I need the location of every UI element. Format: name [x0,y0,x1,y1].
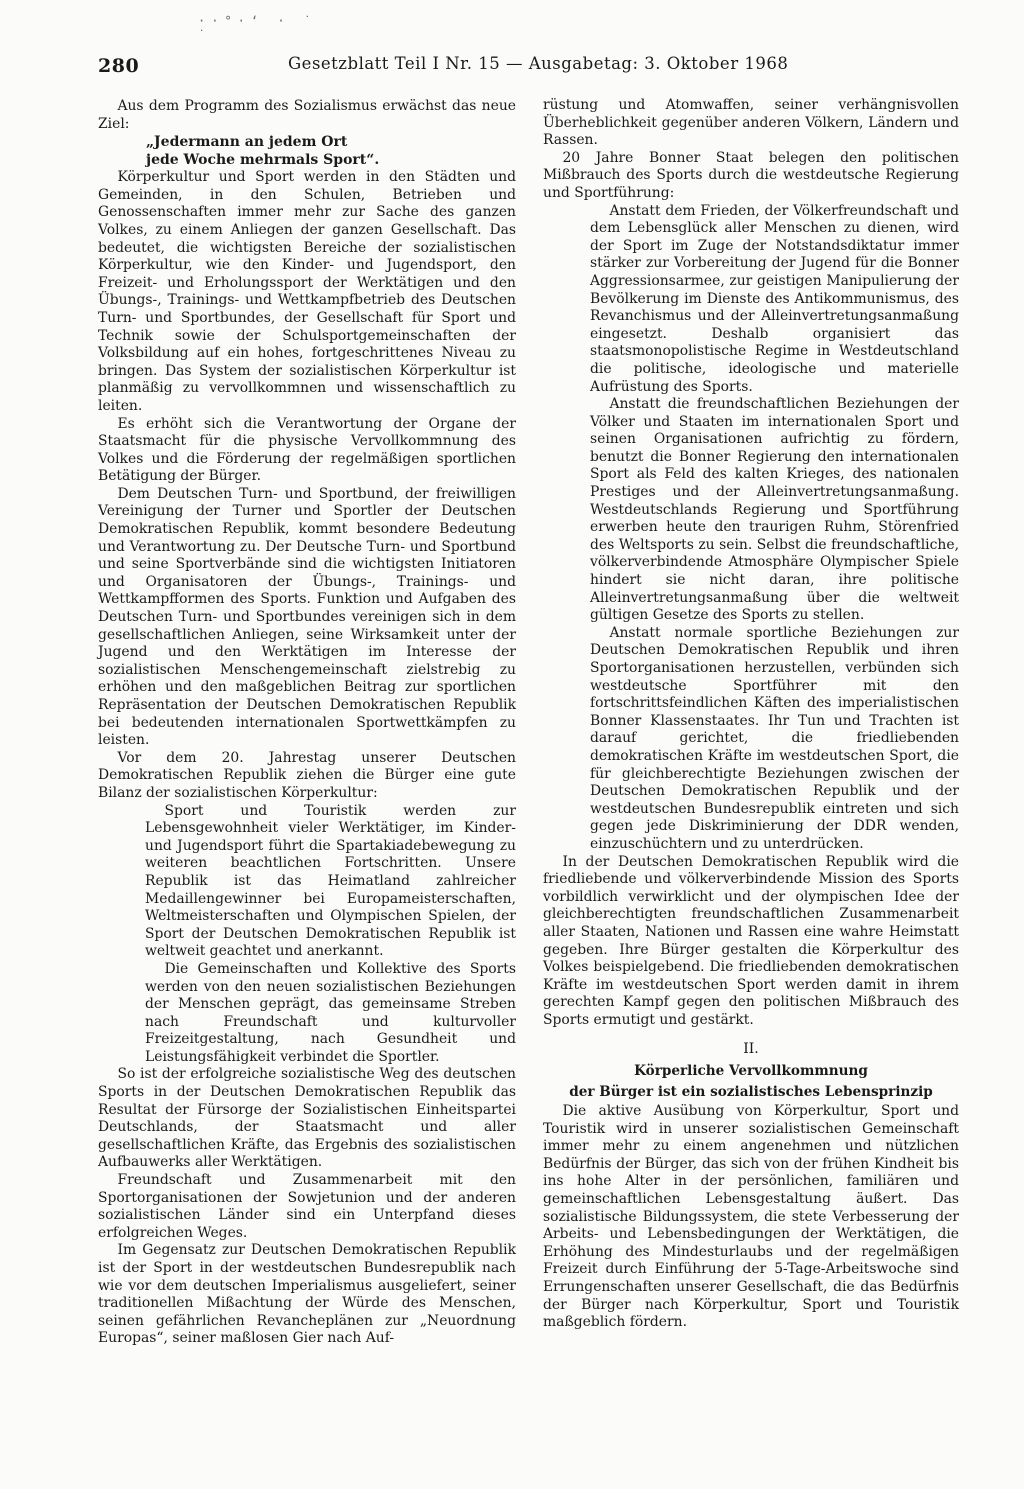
motto-line: jede Woche mehrmals Sport“. [146,152,380,169]
paragraph: Vor dem 20. Jahrestag unserer Deutschen Demokratischen Republik ziehen die Bürger eine gute Bilanz der sozialistischen Körperkultur: [98,749,516,801]
paragraph: Im Gegensatz zur Deutschen Demokratischen Republik ist der Sport in der westdeutschen Bundesrepublik nach wie vor dem deutschen Imperialismus ausgeliefert, seiner traditionellen Mißachtung der Würde des Menschen, seinen gefährlichen Revancheplänen zur „Neuordnung Europas“, seiner maßlosen Gier nach Auf- [98,1242,516,1347]
paragraph: Es erhöht sich die Verantwortung der Organe der Staatsmacht für die physische Vervollkommnung des Volkes und die Förderung der regelmäßigen sportlichen Betätigung der Bürger. [98,415,516,485]
paragraph: So ist der erfolgreiche sozialistische Weg des deutschen Sports in der Deutschen Demokratischen Republik das Resultat der Fürsorge der Sozialistischen Einheitspartei Deutschlands, der Staatsmacht und aller gesellschaftlichen Kräfte, das Ergebnis des sozialistischen Aufbauwerks aller Werktätigen. [98,1066,516,1171]
quote-paragraph: Anstatt dem Frieden, der Völkerfreundschaft und dem Lebensglück aller Menschen zu dienen, wird der Sport im Zuge der Notstandsdiktatur immer stärker zur Vorbereitung der Jugend für die Bonner Aggressionsarmee, zur geistigen Manipulierung der Bevölkerung im Dienste des Antikommunismus, des Revanchismus und der Alleinvertretungsanmaßung eingesetzt. Deshalb organisiert das staatsmonopolistische Regime in Westdeutschland die politische, ideologische und materielle Aufrüstung des Sports. [590,202,959,395]
section-number: II. [743,1041,759,1058]
paragraph: Körperkultur und Sport werden in den Städten und Gemeinden, in den Schulen, Betrieben und Genossenschaften immer mehr zur Sache des ganzen Volkes, zu einem Anliegen der ganzen Gesellschaft. Das bedeutet, die wichtigsten Bereiche der sozialistischen Körperkultur, wie den Kinder- und Jugendsport, den Freizeit- und Erholungssport der Werktätigen und den Übungs-, Trainings- und Wettkampfbetrieb des Deutschen Turn- und Sportbundes, der Gesellschaft für Sport und Technik sowie der Schulsportgemeinschaften der Volksbildung auf ein hohes, fortgeschrittenes Niveau zu bringen. Das System der sozialistischen Körperkultur ist planmäßig zu vervollkommnen und wissenschaftlich zu leiten. [98,169,516,414]
indented-quote [543,203,959,854]
quote-paragraph: Sport und Touristik werden zur Lebensgewohnheit vieler Werktätiger, im Kinder- und Jugendsport führt die Spartakiadebewegung zu weiteren beachtlichen Fortschritten. Unsere Republik ist das Heimatland zahlreicher Medaillengewinner bei Europameisterschaften, Weltmeisterschaften und Olympischen Spielen, der Sport der Deutschen Demokratischen Republik ist weltweit geachtet und anerkannt. [145,802,516,960]
running-head: Gesetzblatt Teil I Nr. 15 — Ausgabetag: 3. Oktober 1968 [288,54,789,73]
paragraph: Die aktive Ausübung von Körperkultur, Sport und Touristik wird in unserer sozialistischen Gemeinschaft immer mehr zu einem angenehmen und nützlichen Bedürfnis der Bürger, das sich von der frühen Kindheit bis ins hohe Alter in der persönlichen, familiären und gemeinschaftlichen Lebensgestaltung äußert. Das sozialistische Bildungssystem, die stete Verbesserung der Arbeits- und Lebensbedingungen der Werktätigen, die Erhöhung des Mindesturlaubs und der regelmäßigen Freizeit durch Einführung der 5-Tage-Arbeitswoche sind Errungenschaften unserer Gesellschaft, die das Bedürfnis der Bürger nach Körperkultur, Sport und Touristik maßgeblich fördern. [543,1103,959,1331]
quote-paragraph: Die Gemeinschaften und Kollektive des Sports werden von den neuen sozialistischen Beziehungen der Menschen geprägt, das gemeinsame Streben nach Freundschaft und kulturvoller Freizeitgestaltung, nach Gesundheit und Leistungsfähigkeit verbindet die Sportler. [145,960,516,1065]
quote-paragraph: Anstatt normale sportliche Beziehungen zur Deutschen Demokratischen Republik und ihren Sportorganisationen herzustellen, verbünden sich westdeutsche Sportführer mit den fortschrittsfeindlichen Käften des imperialistischen Bonner Klassenstaates. Ihr Tun und Trachten ist darauf gerichtet, die friedliebenden demokratischen Kräfte im westdeutschen Sport, die für gleichberechtigte Beziehungen zwischen der Deutschen Demokratischen Republik und der westdeutschen Bundesrepublik eintreten und sich gegen jede Diskriminierung der DDR wenden, einzuschüchtern und zu unterdrücken. [590,624,959,852]
paragraph: Freundschaft und Zusammenarbeit mit den Sportorganisationen der Sowjetunion und der anderen sozialistischen Länder sind ein Unterpfand dieses erfolgreichen Weges. [98,1172,516,1241]
quote-paragraph: Anstatt die freundschaftlichen Beziehungen der Völker und Staaten im internationalen Sport und seinen Organisationen aufrichtig zu fördern, benutzt die Bonner Regierung den internationalen Sport als Feld des kalten Krieges, des nationalen Prestiges und der Alleinvertretungsanmaßung. Westdeutschlands Regierung und Sportführung erwerben heute den traurigen Ruhm, Störenfried des Weltsports zu sein. Selbst die freundschaftliche, völkerverbindende Atmosphäre Olympischer Spiele hindert sie nicht daran, ihre politische Alleinvertretungsanmaßung über die weltweit gültigen Gesetze des Sports zu stellen. [590,396,959,624]
paragraph: rüstung und Atomwaffen, seiner verhängnisvollen Überheblichkeit gegenüber anderen Völkern, Ländern und Rassen. [543,97,959,149]
motto-line: „Jedermann an jedem Ort [146,134,348,151]
right-column [543,97,959,1332]
section-heading: Körperliche Vervollkommnung [634,1063,868,1080]
paragraph: Aus dem Programm des Sozialismus erwächst das neue Ziel: [98,98,516,132]
paragraph: Dem Deutschen Turn- und Sportbund, der freiwilligen Vereinigung der Turner und Sportler der Deutschen Demokratischen Republik, kommt besondere Bedeutung und Verantwortung zu. Der Deutsche Turn- und Sportbund und seine Sportverbände sind die wichtigsten Initiatoren und Organisatoren der Übungs-, Trainings- und Wettkampfformen des Sports. Funktion und Aufgaben des Deutschen Turn- und Sportbundes vereinigen sich in dem gesellschaftlichen Anliegen, seine Wirksamkeit unter der Jugend und den Werktätigen im Interesse der sozialistischen Menschengemeinschaft zielstrebig zu erhöhen und den maßgeblichen Beitrag zur sportlichen Repräsentation der Deutschen Demokratischen Republik bei bedeutenden internationalen Sportwettkämpfen zu leisten. [98,485,516,749]
indented-quote [98,803,516,1067]
left-column [98,98,516,1348]
scan-marks: ··°·‘ · ˙ ˙ [198,14,318,42]
page-number: 280 [98,55,140,77]
section-heading: der Bürger ist ein sozialistisches Lebensprinzip [569,1084,933,1101]
paragraph: In der Deutschen Demokratischen Republik wird die friedliebende und völkerverbindende Mission des Sports vorbildlich verwirklicht und der olympischen Idee der gleichberechtigten freundschaftlichen Zusammenarbeit aller Staaten, Nationen und Rassen eine wahre Heimstatt gegeben. Ihre Bürger gestalten die Körperkultur des Volkes beispielgebend. Die friedliebenden demokratischen Kräfte im westdeutschen Sport werden damit in ihrem gerechten Kampf gegen den politischen Mißbrauch des Sports ermutigt und gestärkt. [543,853,959,1028]
paragraph: 20 Jahre Bonner Staat belegen den politischen Mißbrauch des Sports durch die westdeutsche Regierung und Sportführung: [543,149,959,201]
